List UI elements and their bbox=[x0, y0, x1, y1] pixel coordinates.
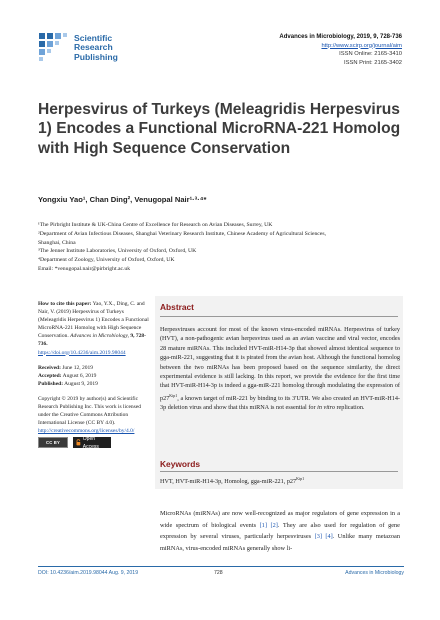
abstract-text bbox=[160, 325, 400, 413]
publisher-logo[interactable] bbox=[38, 32, 158, 66]
footer-doi[interactable]: DOI: 10.4236/aim.2019.98044 Aug. 9, 2019 bbox=[38, 570, 139, 576]
copyright-text: Copyright © 2019 by author(s) and Scientific Research Publishing Inc. This work is licensed under the Creative Commons Attribution International License (CC BY 4.0). bbox=[38, 395, 142, 427]
keywords-superscript: Kip1 bbox=[296, 476, 305, 481]
keywords-heading: Keywords bbox=[160, 459, 201, 469]
publisher-name-line: Scientific bbox=[74, 33, 113, 43]
publisher-name-line: Publishing bbox=[74, 51, 118, 62]
received-date: June 12, 2019 bbox=[62, 364, 93, 371]
publisher-name-line: Research bbox=[74, 42, 113, 53]
journal-citation: Advances in Microbiology, 2019, 9, 728-736 bbox=[279, 34, 402, 40]
intro-text-part: MicroRNAs (miRNAs) are now well-recognized as major regulators of gene expression in a wide spectrum of biological events bbox=[160, 510, 400, 529]
cite-text: Yao, Y.X., Ding, C. and Nair, V. (2019) Herpesvirus of Turkeys (Meleagridis Herpesvirus 1) Encodes a Functional MicroRNA-221 Homolog with High Sequence Conservation. bbox=[38, 301, 149, 340]
affiliation-line: ¹The Pirbright Institute & UK-China Centre of Excellence for Research on Avian Diseases, Surrey, UK bbox=[38, 222, 273, 228]
journal-url-link[interactable]: http://www.scirp.org/journal/aim bbox=[321, 42, 402, 49]
keywords-divider bbox=[160, 471, 398, 472]
license-link[interactable]: http://creativecommons.org/licenses/by/4.0/ bbox=[38, 428, 135, 435]
abstract-text-part: Herpesviruses account for most of the known virus-encoded miRNAs. Herpesvirus of turkey (HVT), a non-pathogenic avian herpesvirus used as an avian vaccine and viral vector, encodes 28 mature miRNAs. This included HVT-miR-H14-3p that showed almost identical sequence to gga-miR-221, suggesting that it is pirated from the avian host. Although the functional homolog between the two miRNAs has been proposed based on the sequence similarity, the direct experimental evidence is still lacking. In this report, we provide the evidence for the first time that HVT-miR-H14-3p is indeed a gga-miR-221 homolog through modulating the expression of p27 bbox=[160, 326, 400, 402]
contact-email[interactable]: Email: *venugopal.nair@pirbright.ac.uk bbox=[38, 265, 131, 272]
scirp-logo-icon bbox=[38, 32, 70, 64]
affiliation-line: ³The Jenner Institute Laboratories, University of Oxford, Oxford, UK bbox=[38, 248, 197, 255]
cite-doi-link[interactable]: https://doi.org/10.4236/aim.2019.98044 bbox=[38, 349, 126, 356]
abstract-text-part: replication. bbox=[334, 404, 365, 412]
affiliation-line: ²Department of Avian Infectious Diseases, Shanghai Veterinary Research Institute, Chinese Academy of Agricultural Sciences, bbox=[38, 230, 326, 237]
affiliation-line: Shanghai, China bbox=[38, 239, 76, 246]
intro-text-part: . They are also used for regulation of gene expression by several viruses, particularly herpesviruses bbox=[160, 521, 400, 541]
received-label: Received: bbox=[38, 364, 61, 371]
introduction-paragraph bbox=[160, 508, 400, 554]
article-sidebar bbox=[38, 300, 150, 455]
affiliation-line: ⁴Department of Zoology, University of Oxford, Oxford, UK bbox=[38, 257, 175, 264]
published-label: Published: bbox=[38, 380, 64, 387]
citation-block bbox=[38, 300, 150, 357]
journal-info bbox=[279, 33, 402, 67]
cite-label: How to cite this paper: bbox=[38, 301, 92, 307]
copyright-block bbox=[38, 395, 150, 448]
open-access-label: Open Access bbox=[82, 435, 99, 450]
author-list: Yongxiu Yao¹, Chan Ding², Venugopal Nair¹·³·⁴* bbox=[38, 195, 207, 204]
cc-license-icon[interactable] bbox=[38, 437, 68, 448]
cite-volume: 9, 728-736. bbox=[38, 333, 146, 348]
published-date: August 9, 2019 bbox=[64, 380, 98, 387]
license-badges bbox=[38, 437, 150, 448]
page-footer bbox=[0, 566, 440, 580]
page-number: 728 bbox=[214, 570, 223, 576]
cc-badge-label: CC BY bbox=[45, 439, 61, 445]
footer-divider bbox=[38, 566, 404, 567]
abstract-superscript: Kip1 bbox=[169, 392, 178, 398]
reference-link[interactable]: [3] [4] bbox=[314, 533, 333, 541]
open-access-badge[interactable] bbox=[73, 437, 111, 448]
issn-print: ISSN Print: 2165-3402 bbox=[343, 59, 402, 66]
abstract-text-part: , a known target of miR-221 by binding to its 3'UTR. We also created an HVT-miR-H14-3p deletion virus and show that this miRNA is not essential for bbox=[160, 394, 400, 412]
abstract-italic: in vitro bbox=[317, 404, 335, 412]
affiliations bbox=[38, 221, 408, 274]
intro-text-part: . Unlike many metazoan miRNAs, virus-encoded miRNAs generally show li- bbox=[160, 533, 400, 552]
paper-title: Herpesvirus of Turkeys (Meleagridis Herpesvirus 1) Encodes a Functional MicroRNA-221 Homolog with High Sequence Conservation bbox=[38, 101, 401, 157]
dates-block bbox=[38, 364, 150, 388]
abstract-divider bbox=[160, 316, 398, 317]
reference-link[interactable]: [1] [2] bbox=[259, 521, 278, 529]
open-access-icon bbox=[76, 439, 81, 446]
abstract-heading: Abstract bbox=[160, 302, 194, 312]
accepted-date: August 6, 2019 bbox=[62, 372, 97, 379]
keywords-list: HVT, HVT-miR-H14-3p, Homolog, gga-miR-221, p27 bbox=[160, 478, 297, 486]
footer-journal-name: Advances in Microbiology bbox=[345, 570, 404, 576]
page-header bbox=[0, 0, 440, 70]
keywords-text bbox=[160, 476, 304, 485]
cite-journal: Advances in Microbiology, bbox=[70, 333, 130, 340]
issn-online: ISSN Online: 2165-3410 bbox=[339, 51, 402, 58]
publisher-name bbox=[74, 34, 118, 62]
accepted-label: Accepted: bbox=[38, 372, 62, 379]
